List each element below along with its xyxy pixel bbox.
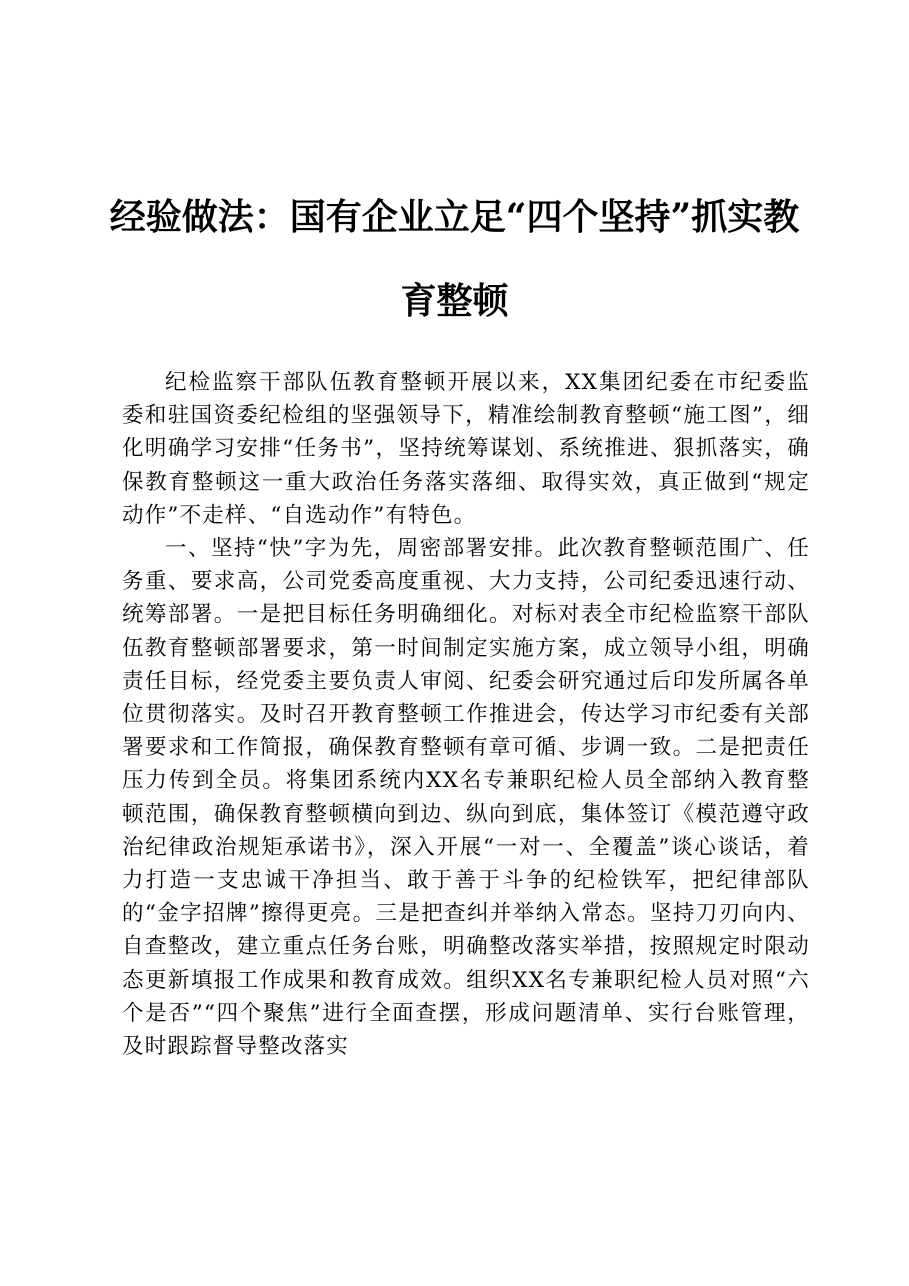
paragraph-intro: 纪检监察干部队伍教育整顿开展以来，XX集团纪委在市纪委监委和驻国资委纪检组的坚强领导下，精准绘制教育整顿“施工图”，细化明确学习安排“任务书”，坚持统筹谋划、系统推进、狠抓落实，确保教育整顿这一重大政治任务落实落细、取得实效，真正做到“规定动作”不走样、“自选动作”有特色。 [122, 370, 810, 528]
document-title: 经验做法：国有企业立足“四个坚持”抓实教育整顿 [109, 196, 800, 322]
paragraph-section-one: 一、坚持“快”字为先，周密部署安排。此次教育整顿范围广、任务重、要求高，公司党委高度重视、大力支持，公司纪委迅速行动、统筹部署。一是把目标任务明确细化。对标对表全市纪检监察干部队伍教育整顿部署要求，第一时间制定实施方案，成立领导小组，明确责任目标，经党委主要负责人审阅、纪委会研究通过后印发所属各单位贯彻落实。及时召开教育整顿工作推进会，传达学习市纪委有关部署要求和工作简报，确保教育整顿有章可循、步调一致。二是把责任压力传到全员。将集团系统内XX名专兼职纪检人员全部纳入教育整顿范围，确保教育整顿横向到边、纵向到底，集体签订《模范遵守政治纪律政治规矩承诺书》，深入开展“一对一、全覆盖”谈心谈话，着力打造一支忠诚干净担当、敢于善于斗争的纪检铁军，把纪律部队的“金字招牌”擦得更亮。三是把查纠并举纳入常态。坚持刀刃向内、自查整改，建立重点任务台账，明确整改落实举措，按照规定时限动态更新填报工作成果和教育成效。组织XX名专兼职纪检人员对照“六个是否”“四个聚焦”进行全面查摆，形成问题清单、实行台账管理，及时跟踪督导整改落实 [122, 536, 810, 1060]
document-body [122, 366, 810, 1063]
